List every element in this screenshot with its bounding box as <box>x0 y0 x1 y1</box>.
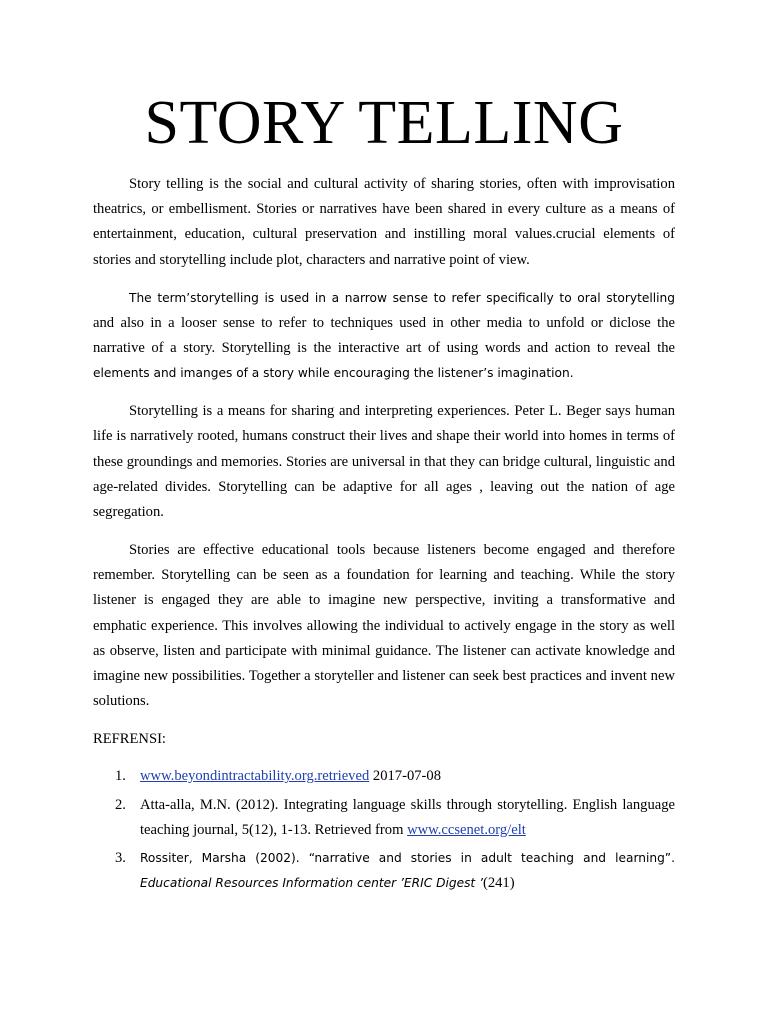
reference-link-ccsenet[interactable]: www.ccsenet.org/elt <box>407 821 526 838</box>
paragraph-2-alt-font-end: elements and imanges of a story while encouraging the listener’s imagination. <box>93 366 574 381</box>
paragraph-3: Storytelling is a means for sharing and interpreting experiences. Peter L. Beger says human life is narratively rooted, humans construct their lives and shape their world into homes in terms of these groundings and memories. Stories are universal in that they can bridge cultural, linguistic and age-related divides. Storytelling can be adaptive for all ages , leaving out the nation of age segregation. <box>93 403 675 521</box>
reference-text: 2017-07-08 <box>369 768 441 785</box>
reference-tail: (241) <box>482 875 515 892</box>
paragraph-4: Stories are effective educational tools because listeners become engaged and therefore remember. Storytelling can be seen as a foundation for learning and teaching. While the story listener is engaged they are able to imagine new perspective, inviting a transformative and emphatic experience. This involves allowing the individual to actively engage in the story as well as observe, listen and participate with minimal guidance. The listener can activate knowledge and imagine new possibilities. Together a storyteller and listener can seek best practices and invent new solutions. <box>93 542 675 710</box>
reference-italic-source: Educational Resources Information center ’ERIC Digest ’ <box>140 876 483 891</box>
paragraph-2-main: and also in a looser sense to refer to techniques used in other media to unfold or diclose the narrative of a story. Storytelling is the interactive art of using words and action to reveal the <box>93 314 675 357</box>
reference-text: Atta-alla, M.N. (2012). Integrating language skills through storytelling. English language teaching journal, 5(12), 1-13. Retrieved from <box>140 796 675 838</box>
reference-number: 3. <box>115 850 126 867</box>
paragraph-2-alt-font-start: The term’storytelling is used in a narrow sense to refer specifically to oral storytelling <box>129 290 675 305</box>
reference-item-1 <box>93 764 675 789</box>
paragraph-1: Story telling is the social and cultural activity of sharing stories, often with improvisation theatrics, or embellisment. Stories or narratives have been shared in every culture as a means of entertainment, education, cultural preservation and instilling moral values.crucial elements of stories and storytelling include plot, characters and narrative point of view. <box>93 176 675 268</box>
reference-text: Rossiter, Marsha (2002). “narrative and stories in adult teaching and learning”. <box>140 851 675 866</box>
document-title: STORY TELLING <box>144 89 624 157</box>
reference-link-beyondintractability[interactable]: www.beyondintractability.org.retrieved <box>140 768 370 785</box>
references-list <box>93 764 675 896</box>
paragraph-2 <box>93 286 675 387</box>
reference-item-2 <box>93 793 675 843</box>
reference-item-3 <box>93 846 675 896</box>
reference-number: 1. <box>115 768 126 785</box>
reference-number: 2. <box>115 796 126 813</box>
document-body <box>93 172 675 899</box>
references-heading: REFRENSI: <box>93 731 166 748</box>
